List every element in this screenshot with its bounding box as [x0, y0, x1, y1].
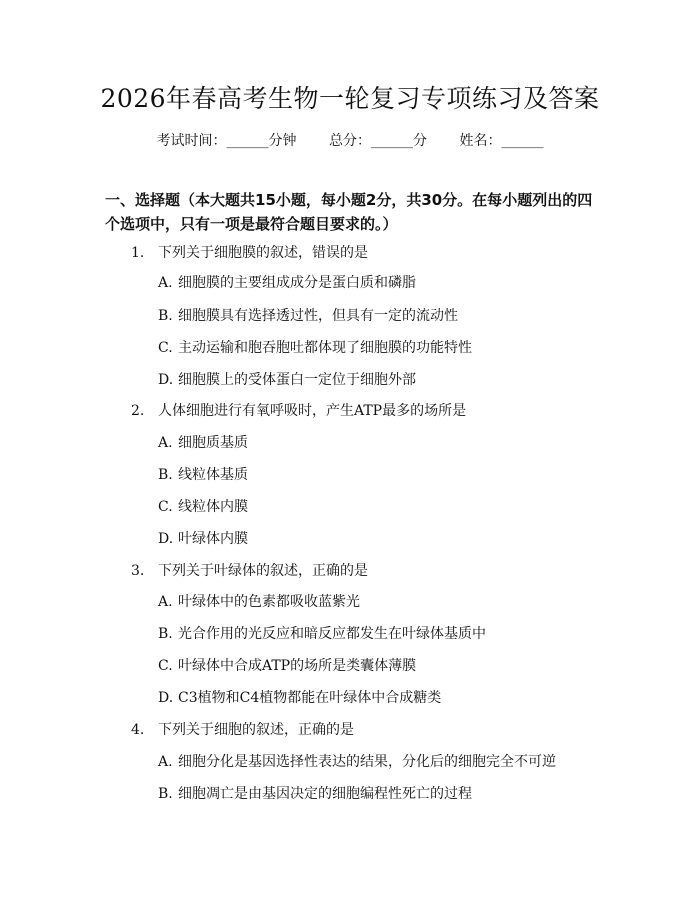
- q2-option-d: [158, 529, 248, 549]
- q1-option-b: [158, 306, 458, 326]
- question-4: [131, 720, 354, 740]
- question-2: [131, 401, 466, 421]
- option-letter: A.: [158, 754, 173, 770]
- section-header: 一、选择题（本大题共15小题，每小题2分，共30分。在每小题列出的四个选项中，只有一项是最符合题目要求的。）: [105, 191, 593, 233]
- question-1: [131, 243, 368, 263]
- option-text: C3植物和C4植物都能在叶绿体中合成糖类: [178, 690, 442, 706]
- question-stem: 下列关于细胞的叙述，正确的是: [158, 722, 354, 738]
- option-letter: D.: [158, 372, 174, 388]
- option-text: 线粒体内膜: [178, 499, 248, 515]
- option-text: 细胞膜具有选择透过性，但具有一定的流动性: [178, 308, 458, 324]
- q1-option-d: [158, 370, 416, 390]
- q3-option-c: [158, 656, 416, 676]
- option-text: 细胞分化是基因选择性表达的结果，分化后的细胞完全不可逆: [178, 754, 556, 770]
- option-letter: D.: [158, 690, 174, 706]
- question-number: 3.: [131, 563, 145, 579]
- student-name-field: 姓名：______: [459, 133, 544, 149]
- q3-option-b: [158, 624, 486, 644]
- option-text: 细胞质基质: [178, 435, 248, 451]
- option-letter: C.: [158, 499, 173, 515]
- option-text: 叶绿体中合成ATP的场所是类囊体薄膜: [178, 658, 417, 674]
- q2-option-b: [158, 465, 248, 485]
- q1-option-a: [158, 273, 416, 293]
- question-stem: 下列关于细胞膜的叙述，错误的是: [158, 245, 368, 261]
- question-number: 1.: [131, 245, 145, 261]
- q2-option-a: [158, 433, 248, 453]
- question-3: [131, 561, 368, 581]
- option-text: 细胞膜的主要组成成分是蛋白质和磷脂: [178, 275, 416, 291]
- option-letter: A.: [158, 435, 173, 451]
- option-letter: B.: [158, 467, 173, 483]
- option-text: 细胞膜上的受体蛋白一定位于细胞外部: [178, 372, 416, 388]
- option-letter: A.: [158, 275, 173, 291]
- q4-option-b: [158, 784, 472, 804]
- option-letter: D.: [158, 531, 174, 547]
- option-text: 叶绿体中的色素都吸收蓝紫光: [178, 594, 360, 610]
- page-title: 2026年春高考生物一轮复习专项练习及答案: [100, 84, 600, 113]
- q2-option-c: [158, 497, 248, 517]
- q4-option-a: [158, 752, 556, 772]
- q1-option-c: [158, 338, 472, 358]
- option-text: 光合作用的光反应和暗反应都发生在叶绿体基质中: [178, 626, 486, 642]
- exam-time-field: 考试时间：______分钟: [156, 133, 297, 149]
- option-letter: B.: [158, 786, 173, 802]
- question-number: 4.: [131, 722, 145, 738]
- option-letter: B.: [158, 308, 173, 324]
- q3-option-d: [158, 688, 441, 708]
- option-text: 线粒体基质: [178, 467, 248, 483]
- option-text: 叶绿体内膜: [178, 531, 248, 547]
- option-text: 主动运输和胞吞胞吐都体现了细胞膜的功能特性: [178, 340, 472, 356]
- question-stem: 人体细胞进行有氧呼吸时，产生ATP最多的场所是: [158, 403, 467, 419]
- question-stem: 下列关于叶绿体的叙述，正确的是: [158, 563, 368, 579]
- option-letter: B.: [158, 626, 173, 642]
- option-letter: C.: [158, 340, 173, 356]
- option-letter: A.: [158, 594, 173, 610]
- q3-option-a: [158, 592, 360, 612]
- option-text: 细胞凋亡是由基因决定的细胞编程性死亡的过程: [178, 786, 472, 802]
- question-number: 2.: [131, 403, 145, 419]
- total-score-field: 总分：______分: [329, 133, 427, 149]
- option-letter: C.: [158, 658, 173, 674]
- exam-meta: [0, 131, 700, 151]
